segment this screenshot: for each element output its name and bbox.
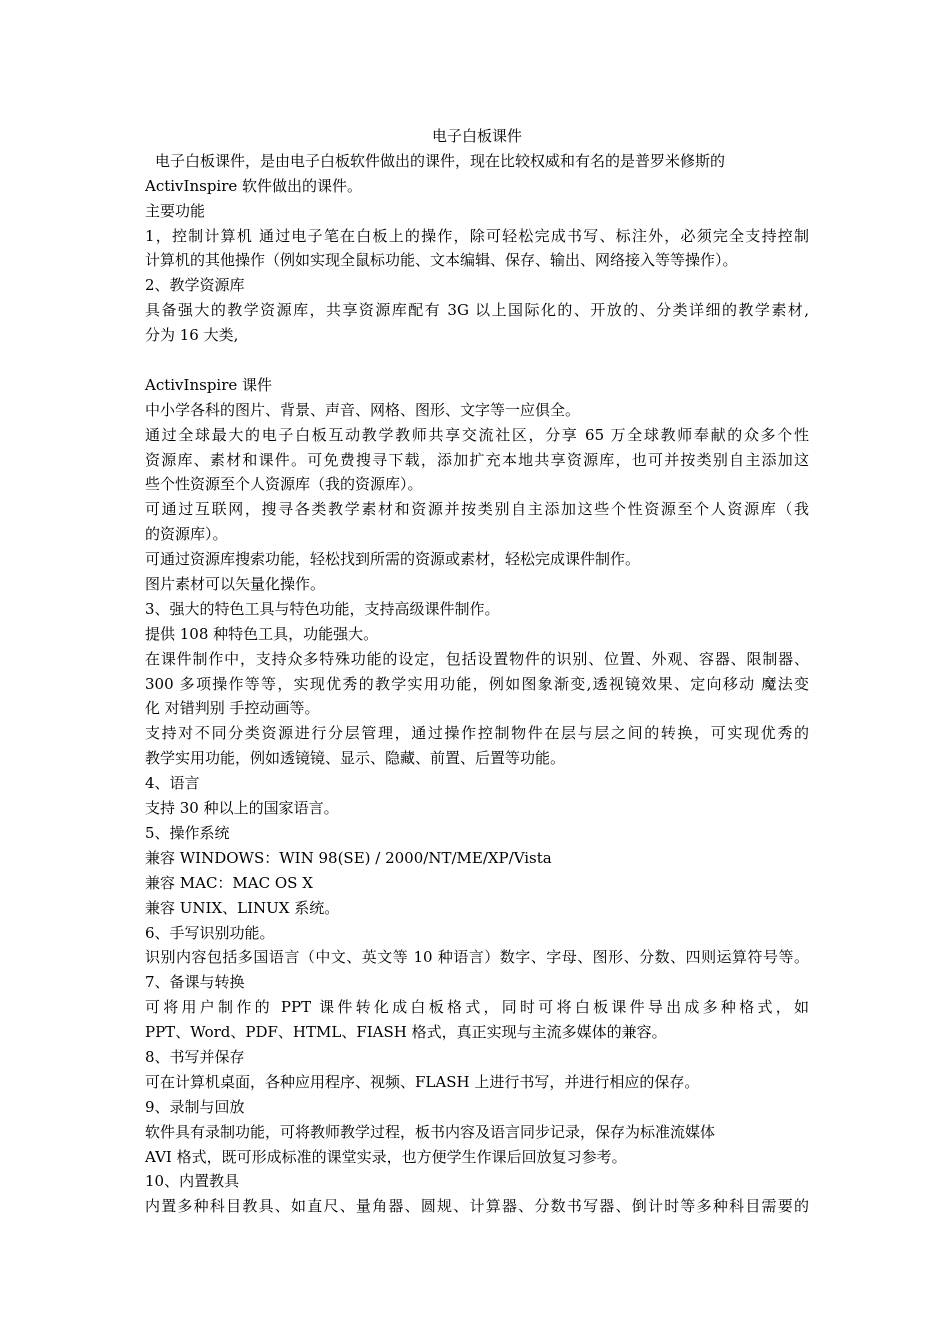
text-line: 300 多项操作等等，实现优秀的教学实用功能，例如图象渐变,透视镜效果、定向移动 魔法变 [145,674,809,693]
section-heading: 3、强大的特色工具与特色功能，支持高级课件制作。 [145,599,500,618]
document-title: 电子白板课件 [431,127,522,145]
blank-line [145,348,809,373]
section-heading: 8、书写并保存 [145,1047,245,1066]
text-line: 分为 16 大类, [145,326,239,345]
section-heading-main-functions: 主要功能 [145,201,206,220]
text-line: PPT、Word、PDF、HTML、FIASH 格式，真正实现与主流多媒体的兼容。 [145,1023,667,1042]
section-heading: 2、教学资源库 [145,276,245,295]
text-line: 识别内容包括多国语言（中文、英文等 10 种语言）数字、字母、图形、分数、四则运算符号等。 [145,948,809,967]
section-heading: 5、操作系统 [145,823,230,842]
text-line: AVI 格式，既可形成标准的课堂实录，也方便学生作课后回放复习参考。 [145,1147,627,1166]
section-heading: 7、备课与转换 [145,973,245,992]
text-line: 些个性资源至个人资源库（我的资源库）。 [145,475,423,494]
text-line: 1，控制计算机 通过电子笔在白板上的操作，除可轻松完成书写、标注外，必须完全支持控制 [145,226,809,245]
text-line: 可通过资源库搜索功能，轻松找到所需的资源或素材，轻松完成课件制作。 [145,550,641,569]
text-line: 兼容 UNIX、LINUX 系统。 [145,898,340,917]
text-line: 具备强大的教学资源库，共享资源库配有 3G 以上国际化的、开放的、分类详细的教学素材, [145,301,809,320]
text-line: 兼容 MAC：MAC OS X [145,873,313,892]
text-line: 中小学各科的图片、背景、声音、网格、图形、文字等一应俱全。 [145,400,581,419]
text-line: 可通过互联网，搜寻各类教学素材和资源并按类别自主添加这些个性资源至个人资源库（我 [145,500,809,519]
text-line: 的资源库）。 [145,525,228,544]
text-line: 资源库、素材和课件。可免费搜寻下载，添加扩充本地共享资源库，也可并按类别自主添加这 [145,450,809,469]
text-line: 在课件制作中，支持众多特殊功能的设定，包括设置物件的识别、位置、外观、容器、限制器、 [145,649,809,668]
text-line: 软件具有录制功能，可将教师教学过程，板书内容及语言同步记录，保存为标准流媒体 [145,1122,716,1141]
intro-paragraph-line-1: 电子白板课件，是由电子白板软件做出的课件，现在比较权威和有名的是普罗米修斯的 [155,151,726,170]
text-line: 可在计算机桌面，各种应用程序、视频、FLASH 上进行书写，并进行相应的保存。 [145,1072,700,1091]
text-line: 内置多种科目教具、如直尺、量角器、圆规、计算器、分数书写器、倒计时等多种科目需要的 [145,1197,809,1216]
section-heading: 6、手写识别功能。 [145,923,275,942]
text-line: 图片素材可以矢量化操作。 [145,575,326,594]
text-line: 计算机的其他操作（例如实现全鼠标功能、文本编辑、保存、输出、网络接入等等操作）。 [145,251,738,270]
section-heading: 10、内置教具 [145,1172,240,1191]
text-line: 兼容 WINDOWS：WIN 98(SE) / 2000/NT/ME/XP/Vista [145,848,552,867]
text-line: 提供 108 种特色工具，功能强大。 [145,624,379,643]
text-line: 化 对错判别 手控动画等。 [145,699,320,718]
text-line: 通过全球最大的电子白板互动教学教师共享交流社区，分享 65 万全球教师奉献的众多个性 [145,425,809,444]
text-line: 可将用户制作的 PPT 课件转化成白板格式，同时可将白板课件导出成多种格式，如 [145,998,809,1017]
text-line: 教学实用功能，例如透镜镜、显示、隐藏、前置、后置等功能。 [145,749,566,768]
text-line: ActivInspire 课件 [145,375,273,394]
intro-paragraph-line-2: ActivInspire 软件做出的课件。 [145,176,363,195]
text-line: 支持 30 种以上的国家语言。 [145,799,339,818]
section-heading: 9、录制与回放 [145,1097,245,1116]
document-body [145,124,809,1219]
text-line: 支持对不同分类资源进行分层管理，通过操作控制物件在层与层之间的转换，可实现优秀的 [145,724,809,743]
section-heading: 4、语言 [145,774,200,793]
